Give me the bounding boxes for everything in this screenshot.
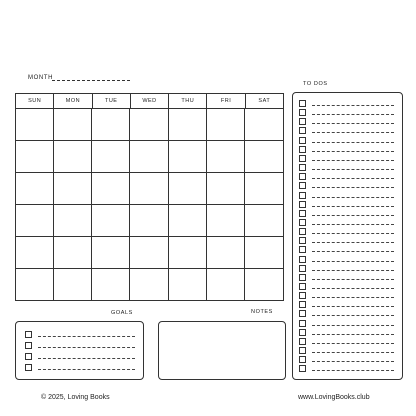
checkbox-icon[interactable]: [299, 283, 306, 290]
checkbox-icon[interactable]: [299, 301, 306, 308]
calendar-day-cell[interactable]: [245, 173, 283, 205]
day-header-sun: SUN: [16, 94, 54, 108]
checkbox-icon[interactable]: [299, 256, 306, 263]
calendar-day-cell[interactable]: [245, 237, 283, 269]
calendar-day-cell[interactable]: [169, 237, 207, 269]
todo-write-line[interactable]: [312, 151, 394, 152]
checkbox-icon[interactable]: [299, 347, 306, 354]
todo-item: [299, 219, 394, 227]
goal-write-line[interactable]: [38, 358, 135, 359]
day-header-wed: WED: [131, 94, 169, 108]
todo-item: [299, 292, 394, 300]
todo-write-line[interactable]: [312, 279, 394, 280]
calendar-day-cell[interactable]: [54, 237, 92, 269]
day-header-sat: SAT: [258, 98, 271, 104]
goals-label: GOALS: [111, 310, 133, 316]
calendar-day-cell[interactable]: [16, 205, 54, 237]
todo-item: [299, 338, 394, 346]
calendar-day-cell[interactable]: [169, 109, 207, 141]
calendar-day-cell[interactable]: [54, 141, 92, 173]
todo-item: [299, 228, 394, 236]
checkbox-icon[interactable]: [299, 118, 306, 125]
calendar-day-cell[interactable]: [207, 141, 245, 173]
checkbox-icon[interactable]: [299, 265, 306, 272]
checkbox-icon[interactable]: [299, 146, 306, 153]
checkbox-icon[interactable]: [299, 274, 306, 281]
month-label: MONTH: [28, 75, 53, 81]
calendar-body: [16, 109, 283, 301]
calendar-day-cell[interactable]: [130, 269, 168, 301]
calendar-day-cell[interactable]: [245, 269, 283, 301]
goal-write-line[interactable]: [38, 336, 135, 337]
todo-write-line[interactable]: [312, 178, 394, 179]
day-header-mon: MON: [54, 94, 92, 108]
todos-box: [292, 92, 403, 380]
todo-write-line[interactable]: [312, 142, 394, 143]
checkbox-icon[interactable]: [299, 173, 306, 180]
todo-write-line[interactable]: [312, 169, 394, 170]
calendar-day-cell[interactable]: [92, 109, 130, 141]
todo-write-line[interactable]: [312, 370, 394, 371]
calendar-day-cell[interactable]: [92, 141, 130, 173]
todo-write-line[interactable]: [312, 334, 394, 335]
todo-item: [299, 320, 394, 328]
todo-item: [299, 301, 394, 309]
copyright-text: © 2025, Loving Books: [41, 394, 110, 401]
calendar-day-cell[interactable]: [130, 141, 168, 173]
checkbox-icon[interactable]: [299, 182, 306, 189]
todo-item: [299, 118, 394, 126]
notes-box[interactable]: [158, 321, 286, 380]
calendar-day-cell[interactable]: [54, 173, 92, 205]
todo-item: [299, 237, 394, 245]
goal-item: [25, 331, 135, 339]
todo-item: [299, 256, 394, 264]
todo-item: [299, 210, 394, 218]
calendar-day-cell[interactable]: [16, 141, 54, 173]
calendar-day-cell[interactable]: [207, 173, 245, 205]
todo-write-line[interactable]: [312, 325, 394, 326]
checkbox-icon[interactable]: [299, 246, 306, 253]
todo-write-line[interactable]: [312, 361, 394, 362]
todo-item: [299, 356, 394, 364]
calendar-day-cell[interactable]: [207, 269, 245, 301]
todo-item: [299, 137, 394, 145]
calendar-day-cell[interactable]: [169, 141, 207, 173]
todo-item: [299, 100, 394, 108]
goal-item: [25, 353, 135, 361]
checkbox-icon[interactable]: [25, 342, 32, 349]
todo-write-line[interactable]: [312, 197, 394, 198]
todo-write-line[interactable]: [312, 132, 394, 133]
calendar-day-cell[interactable]: [92, 205, 130, 237]
todo-write-line[interactable]: [312, 123, 394, 124]
todo-item: [299, 347, 394, 355]
todo-item: [299, 310, 394, 318]
checkbox-icon[interactable]: [299, 320, 306, 327]
checkbox-icon[interactable]: [25, 364, 32, 371]
calendar-day-cell[interactable]: [54, 109, 92, 141]
checkbox-icon[interactable]: [299, 338, 306, 345]
checkbox-icon[interactable]: [299, 329, 306, 336]
checkbox-icon[interactable]: [299, 127, 306, 134]
calendar-day-cell[interactable]: [16, 109, 54, 141]
calendar-day-cell[interactable]: [169, 173, 207, 205]
todo-write-line[interactable]: [312, 224, 394, 225]
day-header-tue: TUE: [93, 94, 131, 108]
todo-item: [299, 246, 394, 254]
goal-item: [25, 364, 135, 372]
todo-write-line[interactable]: [312, 343, 394, 344]
todo-item: [299, 109, 394, 117]
todo-item: [299, 192, 394, 200]
calendar-day-cell[interactable]: [54, 269, 92, 301]
checkbox-icon[interactable]: [299, 292, 306, 299]
checkbox-icon[interactable]: [299, 237, 306, 244]
todo-write-line[interactable]: [312, 352, 394, 353]
todo-write-line[interactable]: [312, 114, 394, 115]
todo-write-line[interactable]: [312, 187, 394, 188]
goal-item: [25, 342, 135, 350]
day-header-thu: THU: [169, 94, 207, 108]
calendar-day-cell[interactable]: [207, 109, 245, 141]
website-link[interactable]: www.LovingBooks.club: [298, 394, 370, 401]
checkbox-icon[interactable]: [299, 137, 306, 144]
calendar-day-cell[interactable]: [169, 205, 207, 237]
calendar-day-cell[interactable]: [16, 269, 54, 301]
notes-label: NOTES: [251, 309, 273, 315]
month-write-line: [52, 80, 130, 81]
checkbox-icon[interactable]: [299, 100, 306, 107]
todo-write-line[interactable]: [312, 297, 394, 298]
calendar-day-cell[interactable]: [130, 173, 168, 205]
todo-write-line[interactable]: [312, 261, 394, 262]
goal-write-line[interactable]: [38, 369, 135, 370]
checkbox-icon[interactable]: [299, 201, 306, 208]
checkbox-icon[interactable]: [299, 365, 306, 372]
goals-box: [15, 321, 144, 380]
calendar-day-cell[interactable]: [92, 237, 130, 269]
calendar-day-cell[interactable]: [92, 173, 130, 205]
checkbox-icon[interactable]: [299, 192, 306, 199]
calendar-day-cell[interactable]: [245, 109, 283, 141]
checkbox-icon[interactable]: [299, 155, 306, 162]
todo-item: [299, 283, 394, 291]
todo-write-line[interactable]: [312, 206, 394, 207]
todo-item: [299, 164, 394, 172]
checkbox-icon[interactable]: [299, 109, 306, 116]
todo-write-line[interactable]: [312, 270, 394, 271]
todo-item: [299, 365, 394, 373]
calendar-grid: [15, 93, 284, 301]
calendar-day-cell[interactable]: [130, 237, 168, 269]
todo-write-line[interactable]: [312, 215, 394, 216]
todo-write-line[interactable]: [312, 306, 394, 307]
calendar-day-cell[interactable]: [54, 205, 92, 237]
todo-write-line[interactable]: [312, 160, 394, 161]
calendar-day-cell[interactable]: [92, 269, 130, 301]
todo-item: [299, 274, 394, 282]
todo-item: [299, 155, 394, 163]
checkbox-icon[interactable]: [299, 228, 306, 235]
todo-write-line[interactable]: [312, 251, 394, 252]
todo-item: [299, 329, 394, 337]
todo-write-line[interactable]: [312, 315, 394, 316]
calendar-day-cell[interactable]: [245, 141, 283, 173]
todo-write-line[interactable]: [312, 105, 394, 106]
day-header-fri: FRI: [207, 94, 245, 108]
calendar-day-cell[interactable]: [169, 269, 207, 301]
todo-write-line[interactable]: [312, 233, 394, 234]
checkbox-icon[interactable]: [299, 219, 306, 226]
checkbox-icon[interactable]: [299, 356, 306, 363]
calendar-day-cell[interactable]: [130, 205, 168, 237]
todo-item: [299, 182, 394, 190]
calendar-header-row: [16, 94, 283, 109]
checkbox-icon[interactable]: [299, 164, 306, 171]
todo-write-line[interactable]: [312, 242, 394, 243]
calendar-day-cell[interactable]: [207, 237, 245, 269]
checkbox-icon[interactable]: [299, 310, 306, 317]
calendar-day-cell[interactable]: [16, 237, 54, 269]
todo-item: [299, 127, 394, 135]
goal-write-line[interactable]: [38, 347, 135, 348]
todos-label: TO DOS: [303, 81, 328, 87]
checkbox-icon[interactable]: [299, 210, 306, 217]
checkbox-icon[interactable]: [25, 331, 32, 338]
calendar-day-cell[interactable]: [16, 173, 54, 205]
checkbox-icon[interactable]: [25, 353, 32, 360]
calendar-day-cell[interactable]: [207, 205, 245, 237]
calendar-day-cell[interactable]: [130, 109, 168, 141]
calendar-day-cell[interactable]: [245, 205, 283, 237]
todo-item: [299, 265, 394, 273]
todo-write-line[interactable]: [312, 288, 394, 289]
todo-item: [299, 173, 394, 181]
todo-item: [299, 201, 394, 209]
todo-item: [299, 146, 394, 154]
